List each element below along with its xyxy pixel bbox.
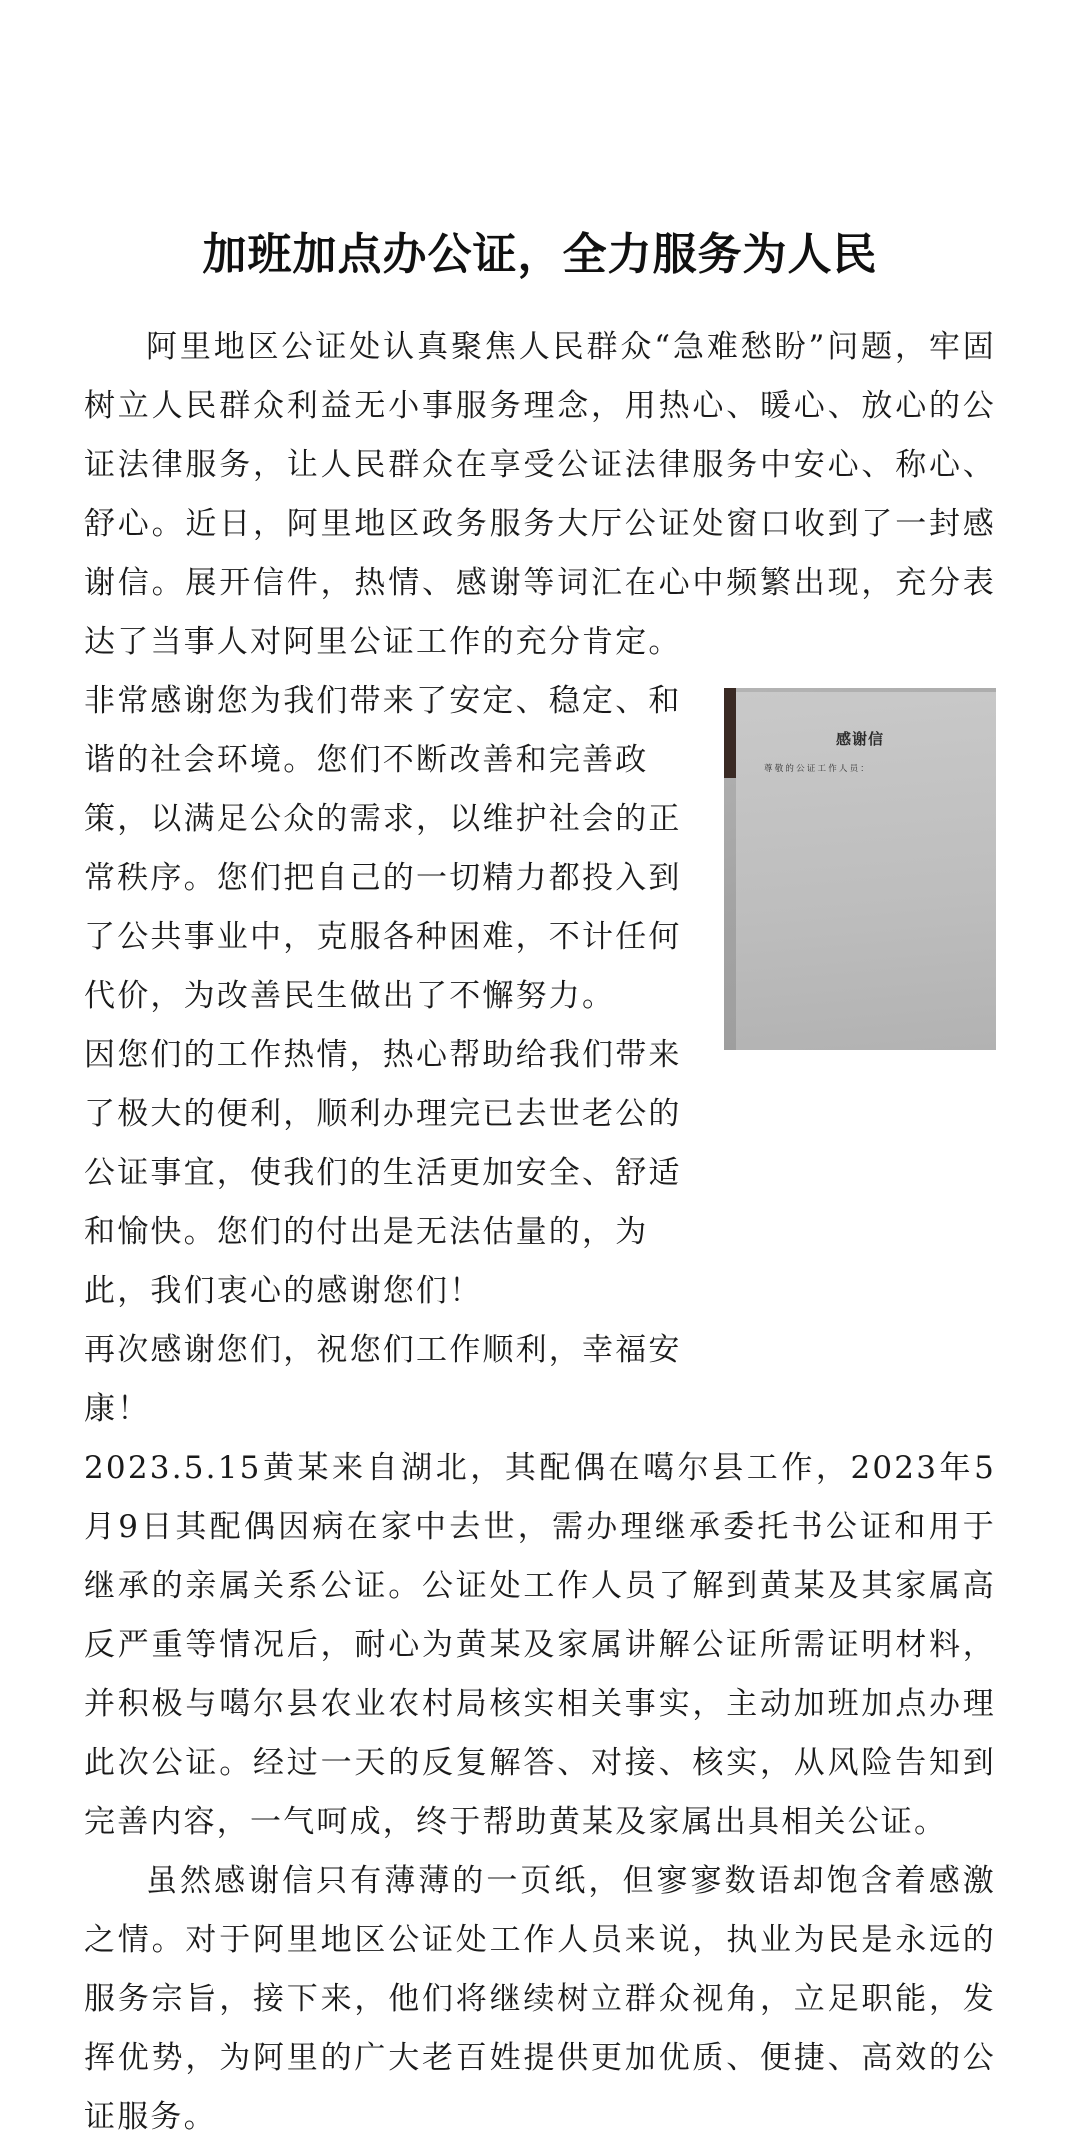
letter-line: 谐的社会环境。您们不断改善和完善政 [84, 742, 649, 778]
letter-line: 此，我们衷心的感谢您们！ [84, 1273, 483, 1309]
letter-title: 感谢信 [835, 730, 884, 748]
paragraph-1: 阿里地区公证处认真聚焦人民群众“急难愁盼”问题，牢固树立人民群众利益无小事服务理念，用热心、暖心、放心的公证法律服务，让人民群众在享受公证法律服务中安心、称心、舒心。近日，阿里地区政务服务大厅公证处窗口收到了一封感谢信。展开信件，热情、感谢等词汇在心中频繁出现，充分表达了当事人对阿里公证工作的充分肯定。 [84, 329, 996, 660]
letter-date: 2023.5.15 [84, 1450, 262, 1486]
article-title: 加班加点办公证，全力服务为人民 [202, 229, 878, 280]
paragraph-3: 虽然感谢信只有薄薄的一页纸，但寥寥数语却饱含着感激之情。对于阿里地区公证处工作人员来说，执业为民是永远的服务宗旨，接下来，他们将继续树立群众视角，立足职能，发挥优势，为阿里的广大老百姓提供更加优质、便捷、高效的公证服务。 [84, 1863, 996, 2135]
letter-line: 代价，为改善民生做出了不懈努力。 [84, 978, 616, 1014]
letter-line: 了极大的便利，顺利办理完已去世老公的 [84, 1096, 682, 1132]
letter-line: 和愉快。您们的付出是无法估量的，为 [84, 1214, 649, 1250]
letter-line: 策，以满足公众的需求，以维护社会的正 [84, 801, 682, 837]
letter-line: 康！ [84, 1391, 151, 1427]
letter-line: 常秩序。您们把自己的一切精力都投入到 [84, 860, 682, 896]
letter-salutation: 尊敬的公证工作人员： [764, 764, 872, 774]
thank-you-letter-photo [724, 688, 996, 1050]
letter-line: 非常感谢您为我们带来了安定、稳定、和 [84, 683, 682, 719]
letter-line: 了公共事业中，克服各种困难，不计任何 [84, 919, 682, 955]
paragraph-2-text: 黄某来自湖北，其配偶在噶尔县工作，2023年5月9日其配偶因病在家中去世，需办理继承委托书公证和用于继承的亲属关系公证。公证处工作人员了解到黄某及其家属高反严重等情况后，耐心为黄某及家属讲解公证所需证明材料，并积极与噶尔县农业农村局核实相关事实，主动加班加点办理此次公证。经过一天的反复解答、对接、核实，从风险告知到完善内容，一气呵成，终于帮助黄某及家属出具相关公证。 [84, 1450, 996, 1840]
letter-line: 再次感谢您们，祝您们工作顺利，幸福安 [84, 1332, 682, 1368]
article-body [84, 318, 996, 2147]
letter-line: 公证事宜，使我们的生活更加安全、舒适 [84, 1155, 682, 1191]
letter-line: 因您们的工作热情，热心帮助给我们带来 [84, 1037, 682, 1073]
